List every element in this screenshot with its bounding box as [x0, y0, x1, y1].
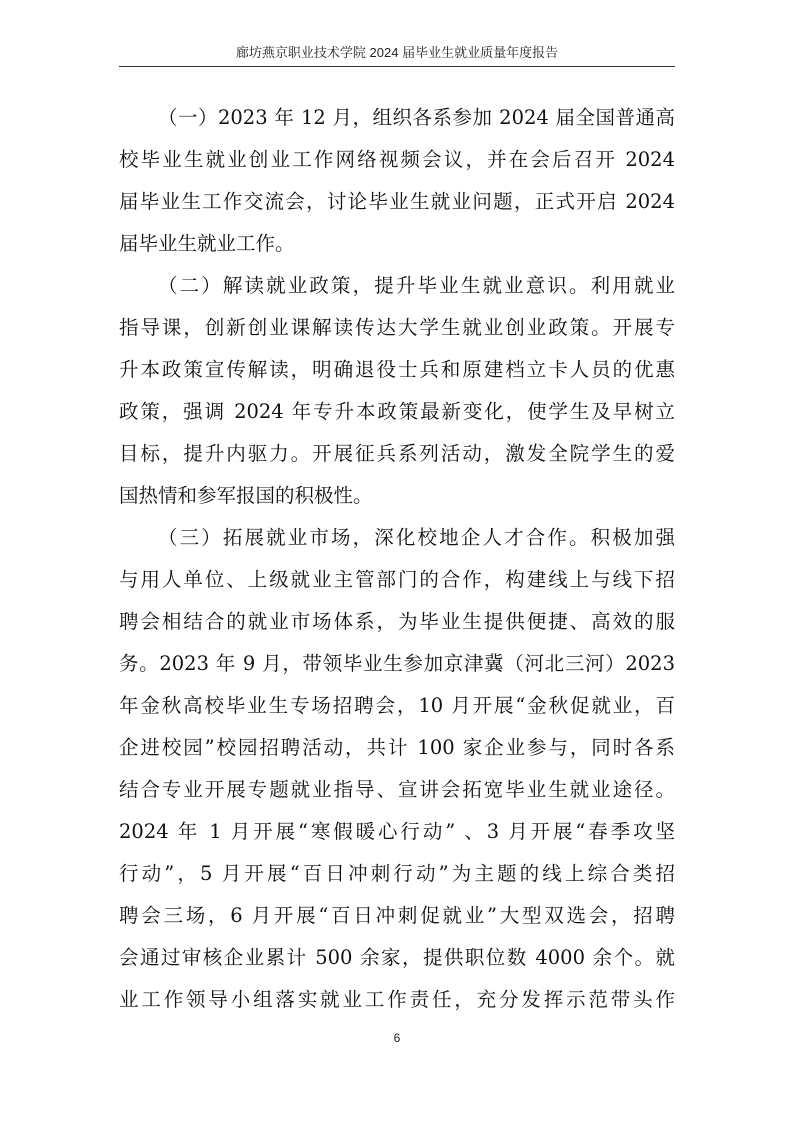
text-line: 会通过审核企业累计 500 余家，提供职位数 4000 余个。就	[119, 946, 675, 969]
text-line: （二）解读就业政策，提升毕业生就业意识。利用就业	[158, 274, 675, 297]
text-line: 业工作领导小组落实就业工作责任，充分发挥示范带头作	[119, 988, 675, 1011]
text-line: （三）拓展就业市场，深化校地企人才合作。积极加强	[158, 526, 675, 549]
header-rule	[119, 66, 675, 67]
text-line: 届毕业生就业工作。	[119, 232, 295, 255]
paragraph-1	[119, 97, 675, 265]
text-line: 行动”，5 月开展“百日冲刺行动”为主题的线上综合类招	[119, 862, 675, 885]
page-number: 6	[393, 1031, 401, 1045]
text-line: 年金秋高校毕业生专场招聘会，10 月开展“金秋促就业，百	[119, 694, 675, 717]
body-text	[119, 97, 675, 1021]
text-line: 务。2023 年 9 月，带领毕业生参加京津冀（河北三河）2023	[119, 652, 675, 675]
text-line: （一）2023 年 12 月，组织各系参加 2024 届全国普通高	[158, 106, 675, 129]
text-line: 目标，提升内驱力。开展征兵系列活动，激发全院学生的爱	[119, 442, 675, 465]
text-line: 聘会三场，6 月开展“百日冲刺促就业”大型双选会，招聘	[119, 904, 675, 927]
text-line: 届毕业生工作交流会，讨论毕业生就业问题，正式开启 2024	[119, 190, 675, 213]
text-line: 结合专业开展专题就业指导、宣讲会拓宽毕业生就业途径。	[119, 778, 675, 801]
running-header: 廊坊燕京职业技术学院 2024 届毕业生就业质量年度报告	[235, 45, 559, 60]
text-line: 企进校园”校园招聘活动，共计 100 家企业参与，同时各系	[119, 736, 675, 759]
paragraph-2	[119, 265, 675, 517]
text-line: 升本政策宣传解读，明确退役士兵和原建档立卡人员的优惠	[119, 358, 675, 381]
text-line: 聘会相结合的就业市场体系，为毕业生提供便捷、高效的服	[119, 610, 675, 633]
text-line: 政策，强调 2024 年专升本政策最新变化，使学生及早树立	[119, 400, 675, 423]
text-line: 校毕业生就业创业工作网络视频会议，并在会后召开 2024	[119, 148, 675, 171]
text-line: 国热情和参军报国的积极性。	[119, 484, 373, 507]
paragraph-3	[119, 517, 675, 1021]
text-line: 指导课，创新创业课解读传达大学生就业创业政策。开展专	[119, 316, 675, 339]
text-line: 2024 年 1 月开展“寒假暖心行动” 、3 月开展“春季攻坚	[119, 820, 675, 843]
text-line: 与用人单位、上级就业主管部门的合作，构建线上与线下招	[119, 568, 675, 591]
